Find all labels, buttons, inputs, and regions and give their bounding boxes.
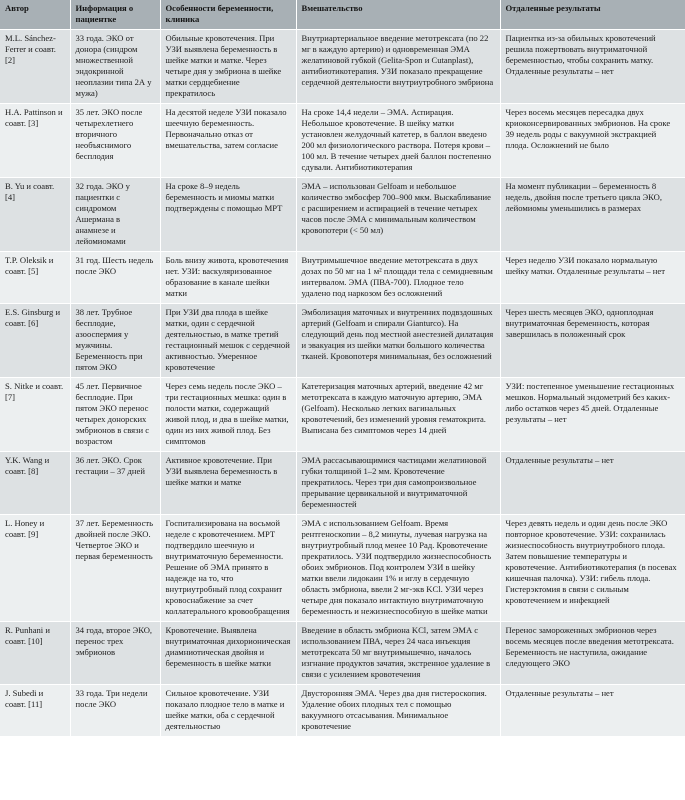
col-header-features: Особенности беременности, клиника — [160, 0, 296, 30]
table-row — [0, 104, 685, 178]
author-cell: E.S. Ginsburg и соавт. [6] — [0, 304, 70, 378]
table-body — [0, 30, 685, 737]
features-cell: Госпитализирована на восьмой неделе с кровотечением. МРТ подтвердило шеечную и внутриматочную беременности. Решение об ЭМА принято в надежде на то, что внутриутробный плод сохранит кровоснабжение за счет коллатерального кровообращения — [160, 515, 296, 622]
intervention-cell: Эмболизация маточных и внутренних подвздошных артерий (Gelfoam и спирали Gianturco). На следующий день под местной анестезией дилатация и эвакуация из шейки матки большого количества тканей. Кровопотеря минимальная, без осложнений — [296, 304, 500, 378]
table-header — [0, 0, 685, 30]
outcomes-cell: Отдаленные результаты – нет — [500, 685, 685, 737]
outcomes-cell: Через девять недель и один день после ЭКО повторное кровотечение. УЗИ: сохранилась жизнеспособность внутриутробного плода. Затем повышение температуры и кровотечение. Антибиотикотерапия (в посевах кишечная палочка). УЗИ: гибель плода. Гистерэктомия в связи с сильным кровотечением и инфекцией — [500, 515, 685, 622]
table-row — [0, 452, 685, 515]
features-cell: Через семь недель после ЭКО – три гестационных мешка: один в полости матки, содержащий живой плод, и два в шейке матки, один из них живой плод. Без симптомов — [160, 378, 296, 452]
header-row — [0, 0, 685, 30]
table-row — [0, 515, 685, 622]
outcomes-cell: На момент публикации – беременность 8 недель, двойня после третьего цикла ЭКО, лейомиомы уменьшились в размерах — [500, 178, 685, 252]
patient-cell: 32 года. ЭКО у пациентки с синдромом Ашермана в анамнезе и лейомиомами — [70, 178, 160, 252]
table-row — [0, 30, 685, 104]
outcomes-cell: УЗИ: постепенное уменьшение гестационных мешков. Нормальный эндометрий без каких-либо остатков через 45 дней. Отдаленные результаты – нет — [500, 378, 685, 452]
patient-cell: 33 года. Три недели после ЭКО — [70, 685, 160, 737]
author-cell: M.L. Sánchez-Ferrer и соавт. [2] — [0, 30, 70, 104]
outcomes-cell: Отдаленные результаты – нет — [500, 452, 685, 515]
features-cell: Кровотечение. Выявлена внутриматочная дихорионическая диамниотическая двойня и беременность в шейке матки — [160, 622, 296, 685]
features-cell: На десятой неделе УЗИ показало шеечную беременность. Первоначально отказ от вмешательства, затем согласие — [160, 104, 296, 178]
col-header-author: Автор — [0, 0, 70, 30]
intervention-cell: На сроке 14,4 недели – ЭМА. Аспирация. Небольшое кровотечение. В шейку матки установлен желудочный катетер, в баллон введено 200 мл физиологического раствора. Потеря крови – 100 мл. В течение четырех дней баллон постепенно сдували. Антибиотикотерапия — [296, 104, 500, 178]
outcomes-cell: Через неделю УЗИ показало нормальную шейку матки. Отдаленные результаты – нет — [500, 252, 685, 304]
patient-cell: 34 года, второе ЭКО, перенос трех эмбрионов — [70, 622, 160, 685]
intervention-cell: Внутримышечное введение метотрексата в двух дозах по 50 мг на 1 м² площади тела с семидневным интервалом. ЭМА (ПВА-700). Плодное тело удалено под наркозом без осложнений — [296, 252, 500, 304]
patient-cell: 36 лет. ЭКО. Срок гестации – 37 дней — [70, 452, 160, 515]
intervention-cell: ЭМА с использованием Gelfoam. Время рентгеноскопии – 8,2 минуты, лучевая нагрузка на внутриутробный плод менее 10 Рад. Кровотечение прекратилось. УЗИ подтвердило жизнеспособность обоих эмбрионов. Под контролем УЗИ в шейку матки ввели лидокаин 1% и иглу в сердечную область эмбриона, ввели 2 мг-экв KCl. УЗИ через четыре дня показало интактную внутриматочную беременность и нежизнеспособную в шейке матки — [296, 515, 500, 622]
patient-cell: 31 год. Шесть недель после ЭКО — [70, 252, 160, 304]
patient-cell: 33 года. ЭКО от донора (синдром множественной эндокринной неоплазии типа 2А у мужа) — [70, 30, 160, 104]
outcomes-cell: Перенос замороженных эмбрионов через восемь месяцев после введения метотрексата. Беременность не наступила, ожидание следующего ЭКО — [500, 622, 685, 685]
table-row — [0, 685, 685, 737]
features-cell: На сроке 8–9 недель беременность и миомы матки подтверждены с помощью МРТ — [160, 178, 296, 252]
intervention-cell: Внутриартериальное введение метотрексата (по 22 мг в каждую артерию) и одновременная ЭМА желатиновой губкой (Gelita-Spon и Cutanplast), антибиотикотерапия. УЗИ показало прекращение сердечной деятельности внутриутробного эмбриона — [296, 30, 500, 104]
author-cell: H.A. Pattinson и соавт. [3] — [0, 104, 70, 178]
table-row — [0, 304, 685, 378]
features-cell: Боль внизу живота, кровотечения нет. УЗИ: васкуляризованное образование в канале шейки матки — [160, 252, 296, 304]
table-row — [0, 178, 685, 252]
table-row — [0, 378, 685, 452]
author-cell: Y.K. Wang и соавт. [8] — [0, 452, 70, 515]
outcomes-cell: Пациентка из-за обильных кровотечений решила пожертвовать внутриматочной беременностью, чтобы сохранить матку. Отдаленные результаты – нет — [500, 30, 685, 104]
author-cell: J. Subedi и соавт. [11] — [0, 685, 70, 737]
col-header-patient: Информация о пациентке — [70, 0, 160, 30]
author-cell: R. Punhani и соавт. [10] — [0, 622, 70, 685]
outcomes-cell: Через восемь месяцев пересадка двух криоконсервированных эмбрионов. На сроке 39 недель роды с вакуумной экстракцией плода. Осложнений не было — [500, 104, 685, 178]
col-header-intervention: Вмешательство — [296, 0, 500, 30]
features-cell: Активное кровотечение. При УЗИ выявлена беременность в шейке матки и матке — [160, 452, 296, 515]
features-cell: При УЗИ два плода в шейке матки, один с сердечной деятельностью, в матке третий гестационный мешок с сердечной активностью. Умеренное кровотечение — [160, 304, 296, 378]
intervention-cell: ЭМА рассасывающимися частицами желатиновой губки толщиной 1–2 мм. Кровотечение прекратилось. Через три дня самопроизвольное прерывание цервикальной и внутриматочной беременностей — [296, 452, 500, 515]
author-cell: B. Yu и соавт. [4] — [0, 178, 70, 252]
features-cell: Сильное кровотечение. УЗИ показало плодное тело в матке и шейке матки, оба с сердечной деятельностью — [160, 685, 296, 737]
patient-cell: 37 лет. Беременность двойней после ЭКО. Четвертое ЭКО и первая беременность — [70, 515, 160, 622]
intervention-cell: ЭМА – использован Gelfoam и небольшое количество эмбосфер 700–900 мкм. Выскабливание с расширением и аспирацией в течение четырех часов после ЭМА с минимальным количеством кровопотери (< 50 мл) — [296, 178, 500, 252]
author-cell: T.P. Oleksik и соавт. [5] — [0, 252, 70, 304]
features-cell: Обильные кровотечения. При УЗИ выявлена беременность в шейке матки и матке. Через четыре дня у эмбриона в шейке матки сердцебиение прекратилось — [160, 30, 296, 104]
intervention-cell: Введение в область эмбриона KCl, затем ЭМА с использованием ПВА, через 24 часа инъекция метотрексата 50 мг внутримышечно, началось изгнание продуктов зачатия, экстренное удаление в связи с усилением кровотечения — [296, 622, 500, 685]
table-row — [0, 622, 685, 685]
patient-cell: 45 лет. Первичное бесплодие. При пятом ЭКО перенос четырех донорских эмбрионов в связи с возрастом — [70, 378, 160, 452]
table-row — [0, 252, 685, 304]
outcomes-cell: Через шесть месяцев ЭКО, одноплодная внутриматочная беременность, которая завершилась в положенный срок — [500, 304, 685, 378]
patient-cell: 35 лет. ЭКО после четырехлетнего вторичного необъяснимого бесплодия — [70, 104, 160, 178]
author-cell: L. Honey и соавт. [9] — [0, 515, 70, 622]
intervention-cell: Двусторонняя ЭМА. Через два дня гистероскопия. Удаление обоих плодных тел с помощью вакуумного отсасывания. Минимальное кровотечение — [296, 685, 500, 737]
intervention-cell: Катетеризация маточных артерий, введение 42 мг метотрексата в каждую маточную артерию, ЭМА (Gelfoam). Несколько легких вагинальных кровотечений, без изменений уровня гематокрита. Выписана без симптомов через 14 дней — [296, 378, 500, 452]
author-cell: S. Nitke и соавт. [7] — [0, 378, 70, 452]
col-header-outcomes: Отдаленные результаты — [500, 0, 685, 30]
patient-cell: 38 лет. Трубное бесплодие, азооспермия у мужчины. Беременность при пятом ЭКО — [70, 304, 160, 378]
